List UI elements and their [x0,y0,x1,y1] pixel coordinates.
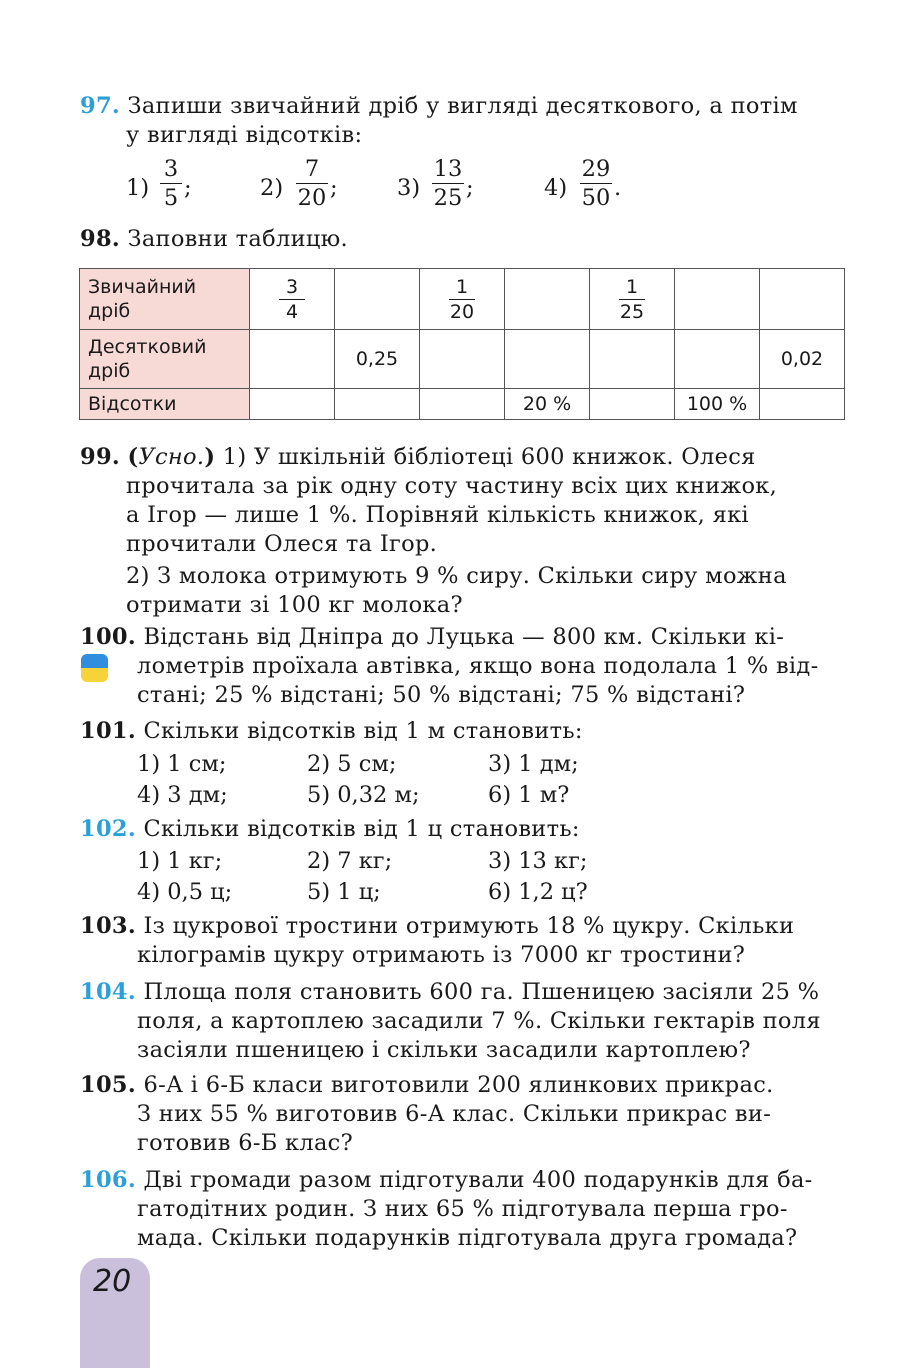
exercise-104 [80,978,821,1065]
fraction [296,155,338,212]
header-text: дріб [88,300,131,322]
option: 2) 7 кг; [307,848,393,874]
denominator: 20 [449,300,475,323]
table-cell[interactable] [675,269,760,330]
header-text: Десятковий [88,336,207,358]
exercise-text: Площа поля становить 600 га. Пшеницею засіяли 25 % [143,979,820,1005]
table-cell[interactable] [505,330,590,389]
option: 5) 1 ц; [307,879,381,905]
exercise-number: 97. [80,93,121,119]
denominator: 4 [285,300,299,323]
table-cell[interactable] [420,330,505,389]
option: 4) 0,5 ц; [137,879,233,905]
denominator: 20 [297,185,327,211]
exercise-text: Запиши звичайний дріб у вигляді десяткового, а потім [127,93,798,119]
table-cell[interactable] [505,269,590,330]
exercise-number: 106. [80,1167,136,1193]
punctuation: ; [330,175,338,201]
row-header: Відсотки [80,389,250,420]
exercise-97 [80,92,798,150]
table-cell[interactable] [590,269,675,330]
exercise-text: прочитала за рік одну соту частину всіх цих книжок, [126,473,778,499]
table-row [80,330,845,389]
table-cell[interactable] [760,389,845,420]
item-label: 2) [260,175,284,201]
table-row [80,269,845,330]
table-cell[interactable]: 0,02 [760,330,845,389]
table-cell[interactable] [335,389,420,420]
exercise-99: 99. (Усно.) 1) У шкільній бібліотеці 600 книжок. Олеся прочитала за рік одну соту частину всіх цих книжок, а Ігор — лише 1 %. Порівняй кількість книжок, які прочитали Олеся та Ігор. 2) З молока отримують 9 % сиру. Скільки сиру можна отримати зі 100 кг молока? [80,444,787,618]
fraction [619,275,645,324]
table-cell[interactable] [250,330,335,389]
exercise-text: Скільки відсотків від 1 ц становить: [143,816,580,842]
exercise-number: 103. [80,913,136,939]
option: 3) 13 кг; [488,848,588,874]
exercise-text: гатодітних родин. З них 65 % підготувала перша гро- [137,1196,788,1222]
row-header [80,330,250,389]
table-cell[interactable] [420,269,505,330]
item-label: 4) [544,175,568,201]
exercise-text: поля, а картоплею засадили 7 %. Скільки гектарів поля [137,1008,821,1034]
table-cell[interactable]: 0,25 [335,330,420,389]
exercise-100 [80,623,818,710]
exercise-number: 101. [80,718,136,744]
option: 6) 1 м? [488,782,570,808]
exercise-text: засіяли пшеницею і скільки засадили картоплею? [137,1037,751,1063]
denominator: 25 [433,185,463,211]
exercise-98 [80,225,348,254]
table-cell[interactable] [675,330,760,389]
row-header [80,269,250,330]
exercise-text: 2) З молока отримують 9 % сиру. Скільки сиру можна [126,563,787,589]
punctuation: ; [466,175,474,201]
exercise-number: 100. [80,624,136,650]
header-text: дріб [88,360,131,382]
fraction [580,155,622,212]
exercise-text: Із цукрової тростини отримують 18 % цукру. Скільки [143,913,795,939]
numerator: 13 [433,156,463,182]
ukraine-flag-icon [81,654,108,682]
table-cell[interactable] [590,389,675,420]
table-row [80,389,845,420]
exercise-text: у вигляді відсотків: [126,122,363,148]
exercise-number: 105. [80,1072,136,1098]
fraction [160,155,192,212]
fraction [449,275,475,324]
table-cell[interactable] [760,269,845,330]
numerator: 1 [455,275,469,298]
denominator: 50 [581,185,611,211]
table-cell[interactable] [590,330,675,389]
numerator: 7 [304,156,320,182]
exercise-text: Відстань від Дніпра до Луцька — 800 км. Скільки кі- [143,624,785,650]
exercise-number: 104. [80,979,136,1005]
fraction [432,155,474,212]
option: 1) 1 см; [137,751,227,777]
table-cell[interactable] [335,269,420,330]
exercise-text: 6-А і 6-Б класи виготовили 200 ялинкових прикрас. [143,1072,774,1098]
exercise-text: лометрів проїхала автівка, якщо вона подолала 1 % від- [137,653,819,679]
exercise-text: Дві громади разом підготували 400 подарунків для ба- [143,1167,813,1193]
option: 2) 5 см; [307,751,397,777]
exercise-text: кілограмів цукру отримають із 7000 кг тростини? [137,942,746,968]
fill-table [79,268,845,420]
exercise-101 [80,717,583,746]
answer-options [137,749,737,813]
exercise-text: Скільки відсотків від 1 м становить: [143,718,583,744]
exercise-105 [80,1071,774,1158]
item-label: 1) [126,175,150,201]
exercise-103 [80,912,794,970]
exercise-text: а Ігор — лише 1 %. Порівняй кількість книжок, які [126,502,749,528]
answer-options [137,846,737,910]
exercise-text: готовив 6-Б клас? [137,1130,353,1156]
numerator: 29 [581,156,611,182]
exercise-text: отримати зі 100 кг молока? [126,592,463,618]
option: 6) 1,2 ц? [488,879,588,905]
denominator: 25 [619,300,645,323]
table-cell[interactable] [250,389,335,420]
exercise-106 [80,1166,813,1253]
exercise-text: мада. Скільки подарунків підготувала друга громада? [137,1225,798,1251]
exercise-text: 1) У шкільній бібліотеці 600 книжок. Олеся [222,444,756,470]
numerator: 3 [285,275,299,298]
table-cell[interactable] [420,389,505,420]
header-text: Звичайний [88,276,197,298]
exercise-text: Заповни таблицю. [127,226,348,252]
option: 4) 3 дм; [137,782,228,808]
table-cell[interactable]: 20 % [505,389,590,420]
oral-note: Усно. [138,444,205,470]
denominator: 5 [163,185,179,211]
option: 1) 1 кг; [137,848,223,874]
exercise-number: 98. [80,226,121,252]
exercise-102 [80,815,580,844]
exercise-number: 99. [80,444,121,470]
fraction [279,275,305,324]
page-number: 20 [93,1264,132,1299]
numerator: 3 [163,156,179,182]
punctuation: ; [184,175,192,201]
numerator: 1 [625,275,639,298]
table-cell[interactable]: 100 % [675,389,760,420]
table-cell[interactable] [250,269,335,330]
exercise-text: З них 55 % виготовив 6-А клас. Скільки прикрас ви- [137,1101,772,1127]
exercise-text: стані; 25 % відстані; 50 % відстані; 75 % відстані? [137,682,746,708]
option: 3) 1 дм; [488,751,579,777]
punctuation: . [614,175,622,201]
exercise-number: 102. [80,816,136,842]
exercise-text: прочитали Олеся та Ігор. [126,531,438,557]
item-label: 3) [397,175,421,201]
option: 5) 0,32 м; [307,782,420,808]
